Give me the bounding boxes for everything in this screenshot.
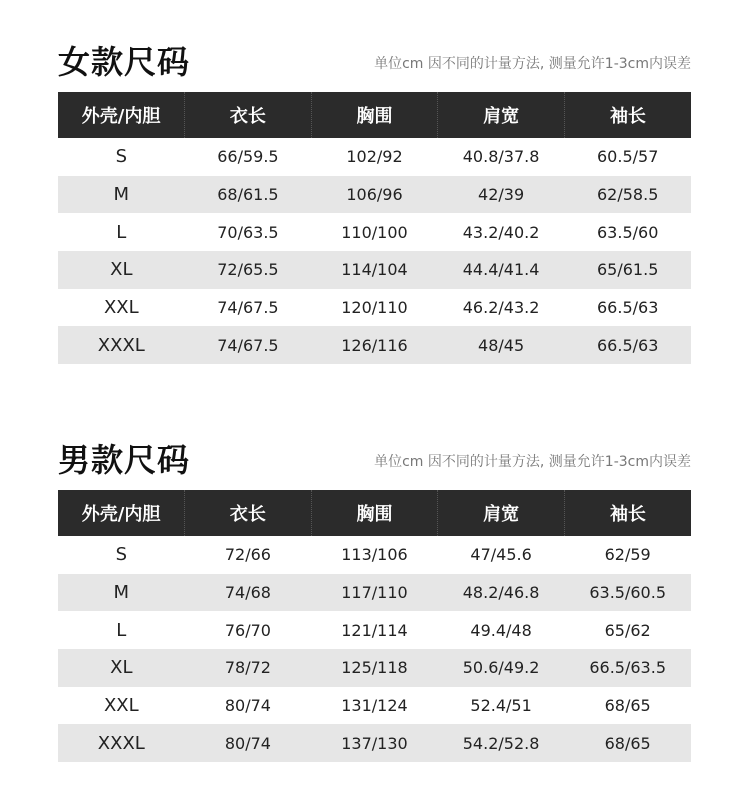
size-cell: L <box>116 619 127 641</box>
length-cell: 70/63.5 <box>217 222 279 242</box>
length-cell: 74/67.5 <box>185 326 312 364</box>
measurement-note: 单位cm 因不同的计量方法, 测量允许1-3cm内误差 <box>374 56 691 72</box>
chest-cell: 106/96 <box>311 176 438 214</box>
size-cell: M <box>58 574 185 612</box>
col-header-sleeve: 袖长 <box>564 92 691 138</box>
sleeve-cell: 62/58.5 <box>564 176 691 214</box>
men-size-title: 男款尺码 <box>58 441 191 479</box>
table-row <box>58 574 691 612</box>
length-cell: 72/65.5 <box>185 251 312 289</box>
shoulder-cell: 50.6/49.2 <box>438 649 565 687</box>
table-row <box>58 611 691 649</box>
table-row <box>58 251 691 289</box>
men-size-section <box>58 438 691 762</box>
chest-cell: 113/106 <box>341 545 408 565</box>
sleeve-cell: 66.5/63 <box>597 298 659 318</box>
chest-cell: 117/110 <box>311 574 438 612</box>
length-cell: 72/66 <box>224 545 271 565</box>
col-header-size: 外壳/内胆 <box>58 490 185 536</box>
col-header-shoulder: 肩宽 <box>438 92 565 138</box>
chest-cell: 110/100 <box>341 222 408 242</box>
length-cell: 80/74 <box>185 724 312 762</box>
measurement-note: 单位cm 因不同的计量方法, 测量允许1-3cm内误差 <box>374 454 691 470</box>
length-cell: 80/74 <box>224 696 271 716</box>
shoulder-cell: 52.4/51 <box>470 696 532 716</box>
size-cell: XXXL <box>58 326 185 364</box>
sleeve-cell: 65/61.5 <box>564 251 691 289</box>
chest-cell: 131/124 <box>341 696 408 716</box>
shoulder-cell: 54.2/52.8 <box>438 724 565 762</box>
chest-cell: 120/110 <box>341 298 408 318</box>
size-cell: XL <box>58 649 185 687</box>
chest-cell: 114/104 <box>311 251 438 289</box>
shoulder-cell: 48/45 <box>438 326 565 364</box>
men-size-table <box>58 490 691 762</box>
shoulder-cell: 43.2/40.2 <box>462 222 540 242</box>
women-size-title: 女款尺码 <box>58 43 191 81</box>
sleeve-cell: 68/65 <box>564 724 691 762</box>
table-row <box>58 138 691 176</box>
sleeve-cell: 60.5/57 <box>597 147 659 167</box>
sleeve-cell: 66.5/63.5 <box>564 649 691 687</box>
length-cell: 74/67.5 <box>217 298 279 318</box>
chest-cell: 137/130 <box>311 724 438 762</box>
table-row <box>58 289 691 327</box>
sleeve-cell: 68/65 <box>604 696 651 716</box>
women-size-section <box>58 40 691 364</box>
length-cell: 66/59.5 <box>217 147 279 167</box>
women-title-row <box>58 40 691 92</box>
men-title-row <box>58 438 691 490</box>
table-row <box>58 213 691 251</box>
col-header-chest: 胸围 <box>311 92 438 138</box>
size-cell: S <box>115 544 128 566</box>
table-row <box>58 536 691 574</box>
sleeve-cell: 66.5/63 <box>564 326 691 364</box>
chest-cell: 126/116 <box>311 326 438 364</box>
col-header-size: 外壳/内胆 <box>58 92 185 138</box>
table-row <box>58 724 691 762</box>
chest-cell: 125/118 <box>311 649 438 687</box>
col-header-chest: 胸围 <box>311 490 438 536</box>
size-cell: XXL <box>103 297 139 319</box>
sleeve-cell: 65/62 <box>604 620 651 640</box>
size-cell: XL <box>58 251 185 289</box>
sleeve-cell: 63.5/60.5 <box>564 574 691 612</box>
length-cell: 76/70 <box>224 620 271 640</box>
length-cell: 68/61.5 <box>185 176 312 214</box>
table-row <box>58 326 691 364</box>
shoulder-cell: 47/45.6 <box>470 545 532 565</box>
col-header-sleeve: 袖长 <box>564 490 691 536</box>
sleeve-cell: 62/59 <box>604 545 651 565</box>
size-cell: L <box>116 221 127 243</box>
table-header-row <box>58 92 691 138</box>
col-header-length: 衣长 <box>185 490 312 536</box>
size-cell: S <box>115 146 128 168</box>
table-row <box>58 176 691 214</box>
sleeve-cell: 63.5/60 <box>597 222 659 242</box>
size-cell: XXXL <box>58 724 185 762</box>
chest-cell: 102/92 <box>346 147 403 167</box>
chest-cell: 121/114 <box>341 620 408 640</box>
col-header-shoulder: 肩宽 <box>438 490 565 536</box>
women-size-table <box>58 92 691 364</box>
shoulder-cell: 46.2/43.2 <box>462 298 540 318</box>
table-header-row <box>58 490 691 536</box>
table-row <box>58 649 691 687</box>
shoulder-cell: 42/39 <box>438 176 565 214</box>
length-cell: 78/72 <box>185 649 312 687</box>
table-row <box>58 687 691 725</box>
shoulder-cell: 49.4/48 <box>470 620 532 640</box>
col-header-length: 衣长 <box>185 92 312 138</box>
size-cell: XXL <box>103 695 139 717</box>
shoulder-cell: 44.4/41.4 <box>438 251 565 289</box>
shoulder-cell: 48.2/46.8 <box>438 574 565 612</box>
length-cell: 74/68 <box>185 574 312 612</box>
shoulder-cell: 40.8/37.8 <box>462 147 540 167</box>
size-cell: M <box>58 176 185 214</box>
